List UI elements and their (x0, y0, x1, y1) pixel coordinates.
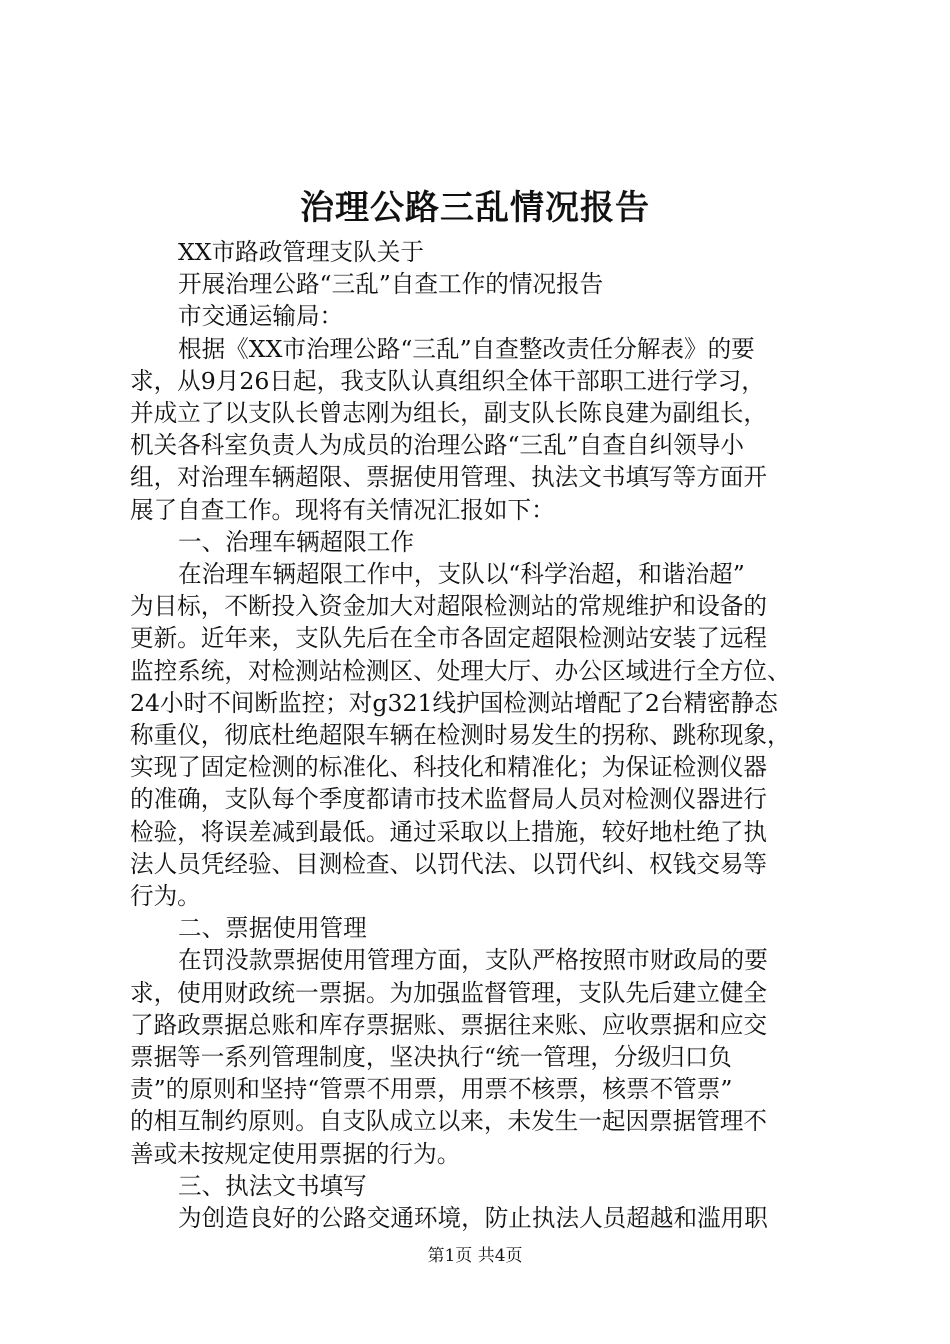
text-line: XX市路政管理支队关于 (178, 238, 424, 266)
text-line: 根据《XX市治理公路“三乱”自查整改责任分解表》的要 (178, 334, 755, 363)
text-line: 为创造良好的公路交通环境，防止执法人员超越和滥用职 (178, 1204, 768, 1233)
document-body (130, 236, 830, 1234)
text-line: 展了自查工作。现将有关情况汇报如下： (130, 495, 555, 524)
text-line: 票据等一系列管理制度，坚决执行“统一管理，分级归口负 (130, 1043, 732, 1072)
text-line: 并成立了以支队长曾志刚为组长，副支队长陈良建为副组长， (130, 399, 768, 428)
text-line: 的准确，支队每个季度都请市技术监督局人员对检测仪器进行 (130, 785, 768, 814)
text-line: 在罚没款票据使用管理方面，支队严格按照市财政局的要 (178, 946, 768, 975)
text-line: 法人员凭经验、目测检查、以罚代法、以罚代纠、权钱交易等 (130, 849, 768, 878)
section-heading: 三、执法文书填写 (178, 1171, 367, 1200)
text-line: 监控系统，对检测站检测区、处理大厅、办公区域进行全方位、 (130, 656, 791, 685)
text-line: 组，对治理车辆超限、票据使用管理、执法文书填写等方面开 (130, 463, 768, 492)
text-line: 为目标，不断投入资金加大对超限检测站的常规维护和设备的 (130, 592, 768, 621)
section-heading: 二、票据使用管理 (178, 914, 367, 943)
document-title: 治理公路三乱情况报告 (300, 188, 650, 228)
text-line: 的相互制约原则。自支队成立以来，未发生一起因票据管理不 (130, 1107, 768, 1136)
page-footer: 第1页 共4页 (427, 1246, 523, 1266)
text-line: 检验，将误差减到最低。通过采取以上措施，较好地杜绝了执 (130, 817, 768, 846)
text-line: 机关各科室负责人为成员的治理公路“三乱”自查自纠领导小 (130, 431, 744, 460)
section-heading: 一、治理车辆超限工作 (178, 527, 414, 556)
text-line: 善或未按规定使用票据的行为。 (130, 1139, 461, 1168)
text-line: 行为。 (130, 882, 201, 911)
text-line: 实现了固定检测的标准化、科技化和精准化；为保证检测仪器 (130, 753, 768, 782)
text-line: 24小时不间断监控；对g321线护国检测站增配了2台精密静态 (130, 688, 778, 717)
text-line: 开展治理公路“三乱”自查工作的情况报告 (178, 270, 604, 299)
text-line: 了路政票据总账和库存票据账、票据往来账、应收票据和应交 (130, 1010, 768, 1039)
text-line: 称重仪，彻底杜绝超限车辆在检测时易发生的拐称、跳称现象， (130, 721, 791, 750)
text-line: 责”的原则和坚持“管票不用票，用票不核票，核票不管票” (130, 1075, 733, 1104)
text-line: 更新。近年来，支队先后在全市各固定超限检测站安装了远程 (130, 624, 768, 653)
text-line: 市交通运输局： (178, 302, 344, 331)
text-line: 在治理车辆超限工作中，支队以“科学治超，和谐治超” (178, 560, 745, 589)
text-line: 求，从9月26日起，我支队认真组织全体干部职工进行学习， (130, 366, 765, 395)
text-line: 求，使用财政统一票据。为加强监督管理，支队先后建立健全 (130, 978, 768, 1007)
